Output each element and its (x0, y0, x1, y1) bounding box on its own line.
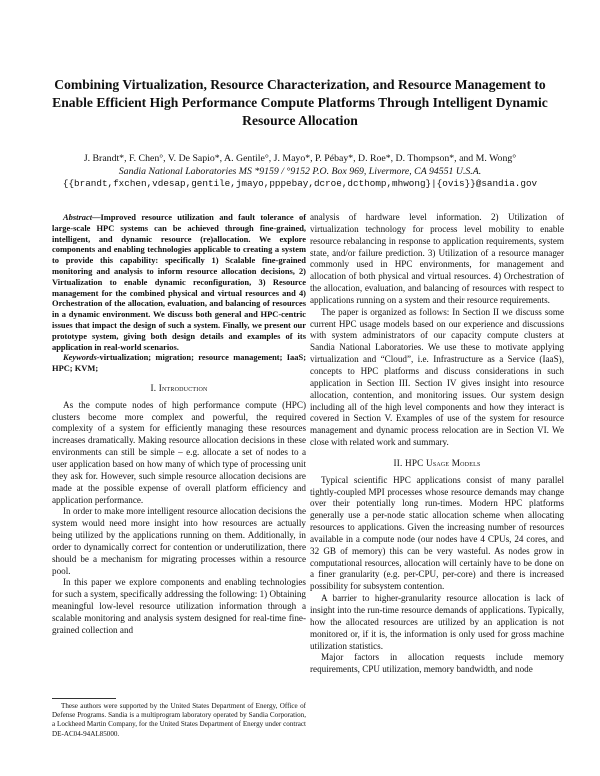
footnote: These authors were supported by the United States Department of Energy, Office of Defense Programs. Sandia is a multiprogram laboratory operated by Sandia Corporation, a Lockheed Martin Company, for the United States Department of Energy under contract DE-AC04-94AL85000. (52, 702, 306, 738)
intro-paragraph: As the compute nodes of high performance compute (HPC) clusters become more complex and powerful, the required complexity of a system for efficiently managing these resources increases dramatically. Making resource allocation decisions in these environments can still be simple – e.g. allocate a set of nodes to a user application based on how many of which type of processing unit they ask for. However, such simple resource allocation decisions are made at the possible expense of overall platform efficiency and application performance. (52, 399, 306, 505)
author-block (40, 153, 560, 191)
section-title: Introduction (158, 382, 208, 393)
section-title: HPC Usage Models (405, 457, 481, 468)
email-addresses: {{brandt,fxchen,vdesap,gentile,jmayo,pppebay,dcroe,dcthomp,mhwong}|{ovis}}@sandia.gov (62, 178, 538, 189)
keywords-text: -virtualization; migration; resource management; IaaS; HPC; KVM; (52, 352, 306, 374)
section-numeral: II. (393, 457, 403, 468)
keywords (52, 352, 306, 374)
usage-paragraph: Typical scientific HPC applications consist of many parallel tightly-coupled MPI processes whose resource demands may change over their potentially long run-times. Modern HPC platforms generally use a per-node static allocation scheme when allocating resources to applications. Given the increasing number of resources available in a compute node (our nodes have 4 CPUs, 24 cores, and 32 GB of memory) this can be very wasteful. As nodes grow in computational resources, allocation will certainly have to be done on a finer granularity (e.g. per-CPU, per-core) and there is increased possibility for subsystem contention. (310, 474, 564, 592)
paper-title: Combining Virtualization, Resource Characterization, and Resource Management to Enable Efficient High Performance Compute Platforms Through Intelligent Dynamic Resource Allocation (52, 77, 548, 128)
author-list: J. Brandt*, F. Chen°, V. De Sapio*, A. Gentile°, J. Mayo*, P. Pébay*, D. Roe*, D. Thompson*, and M. Wong° (83, 153, 517, 164)
abstract (52, 212, 306, 352)
intro-continuation: analysis of hardware level information. 2) Utilization of virtualization technology for process level mobility to enable resource rebalancing in response to application requirements, system state, and/or failure prediction. 3) Utilization of a resource manager commonly used in HPC environments, for management and allocation of both physical and virtual resources. 4) Orchestration of the allocation, evaluation, and balancing of resources with respect to applications running on a system and their resource requirements. (310, 212, 564, 305)
right-column (310, 212, 564, 676)
section-heading-introduction (52, 383, 306, 395)
section-heading-hpc-usage-models (310, 458, 564, 470)
usage-paragraph: A barrier to higher-granularity resource allocation is lack of insight into the run-time resource demands of applications. Typically, how the allocated resources are utilized by an application is not monitored or, if it is, the information is only used for gross machine utilization statistics. (310, 593, 564, 651)
usage-paragraph: Major factors in allocation requests include memory requirements, CPU utilization, memory bandwidth, and node (310, 652, 564, 675)
section-numeral: I. (150, 382, 157, 393)
affiliation: Sandia National Laboratories MS *9159 / °9152 P.O. Box 969, Livermore, CA 94551 U.S.A. (118, 165, 482, 177)
keywords-lead: Keywords (63, 352, 97, 363)
intro-paragraph: In order to make more intelligent resource allocation decisions the system would need more insight into how resources are actually being utilized by the applications running on them. Additionally, in order to dynamically correct for contention or underutilization, there should be a mechanism for migrating processes within a resource pool. (52, 506, 306, 576)
abstract-lead: Abstract (63, 212, 93, 222)
footnote-rule (52, 698, 116, 699)
abstract-text: —Improved resource utilization and fault tolerance of large-scale HPC systems can be achieved through fine-grained, intelligent, and dynamic resource (re)allocation. We explore components and enabling technologies applicable to creating a system to provide this capability: specifically 1) Scalable fine-grained monitoring and analysis to inform resource allocation decisions, 2) Virtualization to enable dynamic reconfiguration, 3) Resource management for the combined physical and virtual resources and 4) Orchestration of the allocation, evaluation, and balancing of resources in a dynamic environment. We discuss both general and HPC-centric issues that impact the design of such a system. Finally, we present our prototype system, giving both design details and examples of its application in real-world scenarios. (52, 212, 306, 352)
left-column (52, 212, 306, 637)
intro-paragraph: In this paper we explore components and enabling technologies for such a system, specifically addressing the following: 1) Obtaining meaningful low-level resource utilization information through a scalable monitoring and analysis system designed for real-time fine-grained collection and (52, 577, 306, 635)
organization-paragraph: The paper is organized as follows: In Section II we discuss some current HPC usage models based on our experience and discussions with system administrators of our capacity compute clusters at Sandia National Laboratories. We use these to motivate applying virtualization and “Cloud”, i.e. Infrastructure as a Service (IaaS), concepts to HPC platforms and discuss considerations in such application in Section III. Section IV gives insight into resource allocation, contention, and monitoring issues. Our system design including all of the high level components and how they interact is covered in Section V. Examples of use of the system for resource management and dynamic process relocation are in Section VI. We close with related work and summary. (310, 306, 564, 448)
